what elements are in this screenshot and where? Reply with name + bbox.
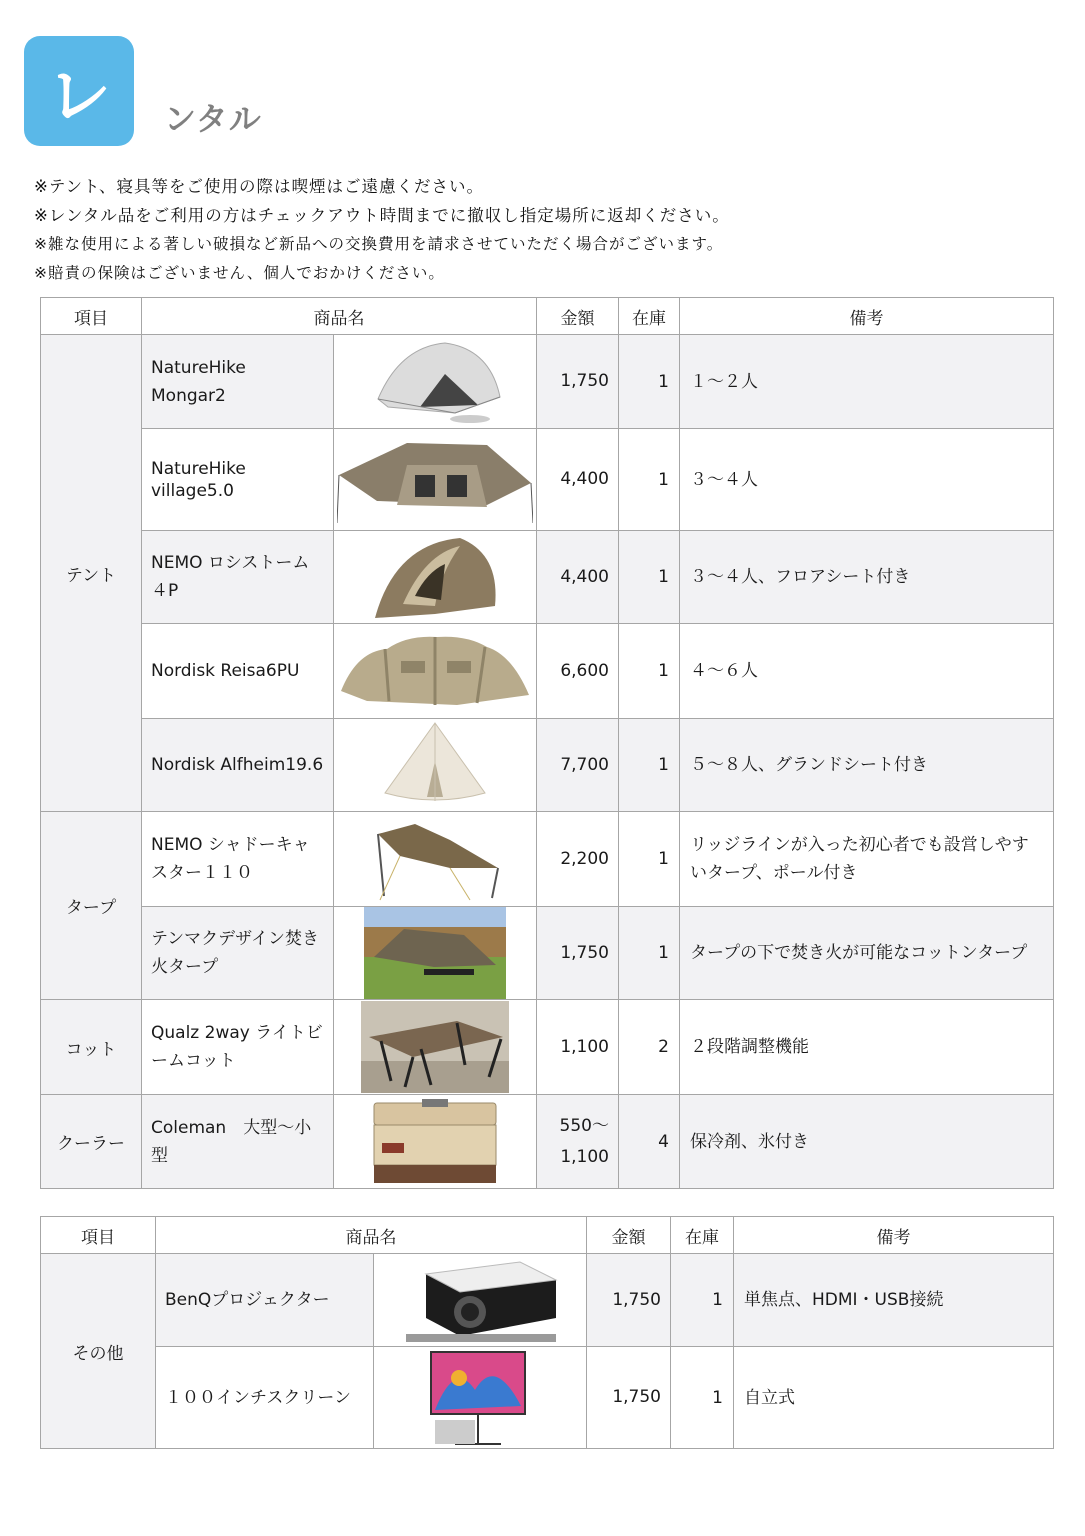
note-line: ※レンタル品をご利用の方はチェックアウト時間までに撤収し指定場所に返却ください。 xyxy=(34,206,730,225)
product-name: Nordisk Alfheim19.6 xyxy=(142,719,334,812)
category-cell: クーラー xyxy=(41,1095,142,1189)
category-cell: タープ xyxy=(41,812,142,1000)
screen-photo xyxy=(374,1347,587,1449)
price-cell: 1,750 xyxy=(587,1347,671,1449)
logo-char: レ xyxy=(47,60,111,134)
stock-cell: 2 xyxy=(619,1000,680,1095)
table-row xyxy=(41,907,1054,1000)
price-cell: 7,700 xyxy=(537,719,619,812)
header-product: 商品名 xyxy=(156,1217,587,1254)
note-cell: ４～６人 xyxy=(680,624,1054,719)
stock-cell: 1 xyxy=(619,429,680,531)
product-name: Nordisk Reisa6PU xyxy=(142,624,334,719)
stock-cell: 4 xyxy=(619,1095,680,1189)
category-cell: コット xyxy=(41,1000,142,1095)
note-cell: 保冷剤、氷付き xyxy=(680,1095,1054,1189)
header-note: 備考 xyxy=(734,1217,1054,1254)
rental-table xyxy=(40,297,1054,1189)
price-cell: 6,600 xyxy=(537,624,619,719)
stock-cell: 1 xyxy=(619,531,680,624)
tunnel-tent-photo xyxy=(334,624,537,719)
price-cell: 1,750 xyxy=(587,1254,671,1347)
note-cell: タープの下で焚き火が可能なコットンタープ xyxy=(680,907,1054,1000)
table-row xyxy=(41,429,1054,531)
table-row xyxy=(41,335,1054,429)
note-cell: １～２人 xyxy=(680,335,1054,429)
note-cell: ２段階調整機能 xyxy=(680,1000,1054,1095)
note-cell: 自立式 xyxy=(734,1347,1054,1449)
dome-tent-photo xyxy=(334,335,537,429)
fire-tarp-photo xyxy=(334,907,537,1000)
price-cell: 550～1,100 xyxy=(537,1095,619,1189)
teepee-tent-photo xyxy=(334,719,537,812)
projector-photo xyxy=(374,1254,587,1347)
nemo-tent-photo xyxy=(334,531,537,624)
header-product: 商品名 xyxy=(142,298,537,335)
note-cell: ３～４人、フロアシート付き xyxy=(680,531,1054,624)
notes xyxy=(34,172,730,288)
note-line: ※賠責の保険はございません、個人でおかけください。 xyxy=(34,264,445,282)
table-row xyxy=(41,812,1054,907)
product-name: NEMO シャドーキャスター１１０ xyxy=(142,812,334,907)
stock-cell: 1 xyxy=(619,624,680,719)
note-cell: ５～８人、グランドシート付き xyxy=(680,719,1054,812)
product-name: NEMO ロシストーム ４P xyxy=(142,531,334,624)
hex-tarp-photo xyxy=(334,812,537,907)
table-row xyxy=(41,1095,1054,1189)
price-cell: 1,750 xyxy=(537,907,619,1000)
table-row xyxy=(41,719,1054,812)
table-row xyxy=(41,1000,1054,1095)
header-price: 金額 xyxy=(587,1217,671,1254)
product-name: NatureHike village5.0 xyxy=(142,429,334,531)
product-name: BenQプロジェクター xyxy=(156,1254,374,1347)
note-line: ※雑な使用による著しい破損など新品への交換費用を請求させていただく場合がございます。 xyxy=(34,235,724,253)
header-note: 備考 xyxy=(680,298,1054,335)
header-price: 金額 xyxy=(537,298,619,335)
stock-cell: 1 xyxy=(671,1254,734,1347)
category-cell: テント xyxy=(41,335,142,812)
page-title: ンタル xyxy=(164,100,262,138)
village-tent-photo xyxy=(334,429,537,531)
product-name: Coleman 大型～小型 xyxy=(142,1095,334,1189)
stock-cell: 1 xyxy=(619,812,680,907)
header-category: 項目 xyxy=(41,298,142,335)
table-row xyxy=(41,624,1054,719)
cooler-photo xyxy=(334,1095,537,1189)
note-cell: ３～４人 xyxy=(680,429,1054,531)
table-row xyxy=(41,531,1054,624)
price-cell: 2,200 xyxy=(537,812,619,907)
header-category: 項目 xyxy=(41,1217,156,1254)
note-line: ※テント、寝具等をご使用の際は喫煙はご遠慮ください。 xyxy=(34,177,485,196)
product-name: NatureHike Mongar2 xyxy=(142,335,334,429)
header-stock: 在庫 xyxy=(619,298,680,335)
cot-photo xyxy=(334,1000,537,1095)
product-name: １００インチスクリーン xyxy=(156,1347,374,1449)
note-cell: 単焦点、HDMI・USB接続 xyxy=(734,1254,1054,1347)
price-cell: 1,750 xyxy=(537,335,619,429)
stock-cell: 1 xyxy=(619,719,680,812)
stock-cell: 1 xyxy=(619,335,680,429)
price-cell: 4,400 xyxy=(537,531,619,624)
note-cell: リッジラインが入った初心者でも設営しやすいタープ、ポール付き xyxy=(680,812,1054,907)
category-cell: その他 xyxy=(41,1254,156,1449)
header-stock: 在庫 xyxy=(671,1217,734,1254)
table-row xyxy=(41,1254,1054,1347)
price-cell: 1,100 xyxy=(537,1000,619,1095)
product-name: Qualz 2way ライトビームコット xyxy=(142,1000,334,1095)
logo-badge xyxy=(24,36,134,146)
other-table xyxy=(40,1216,1054,1449)
stock-cell: 1 xyxy=(671,1347,734,1449)
product-name: テンマクデザイン焚き火タープ xyxy=(142,907,334,1000)
price-cell: 4,400 xyxy=(537,429,619,531)
table-row xyxy=(41,1347,1054,1449)
stock-cell: 1 xyxy=(619,907,680,1000)
